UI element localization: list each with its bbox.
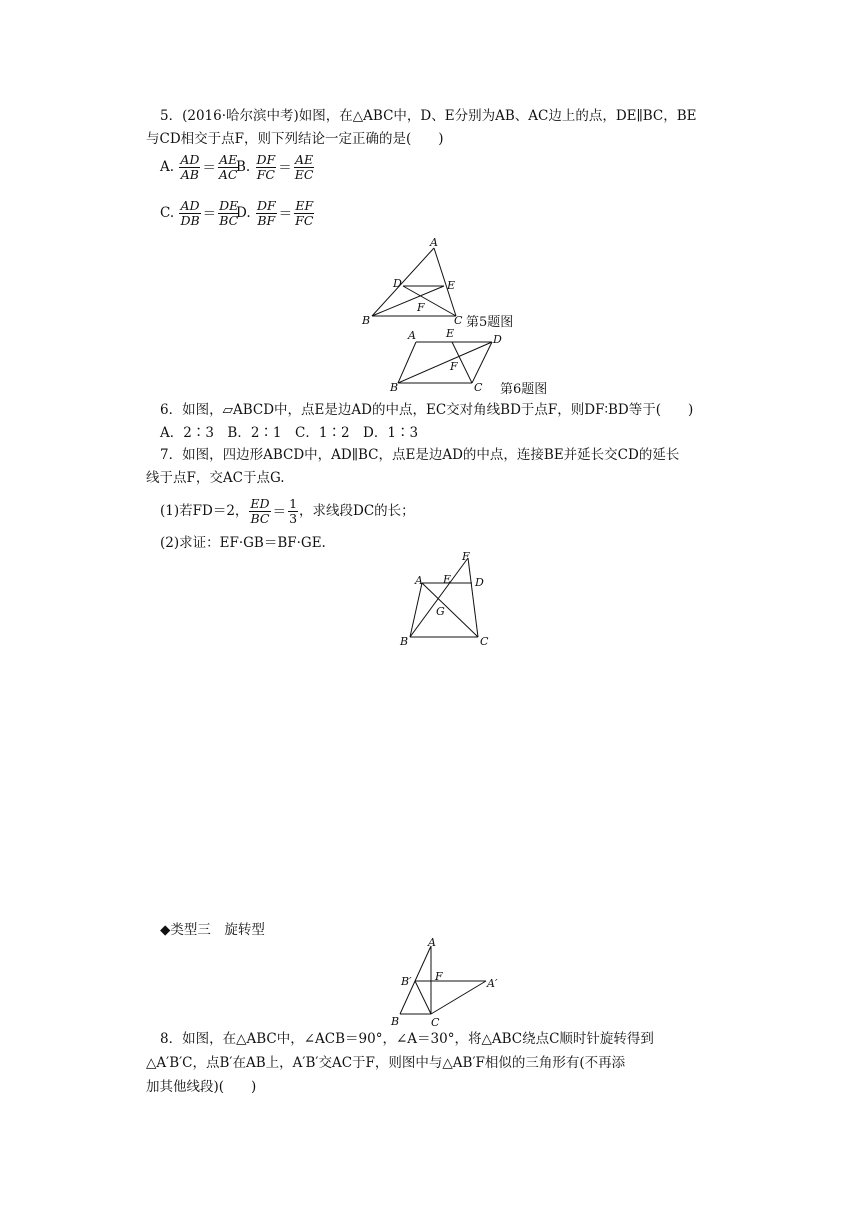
q7-text-line1: 7．如图，四边形ABCD中，AD∥BC，点E是边AD的中点，连接BE并延长交CD的延长 [160,447,680,463]
q8-label-f: F [435,970,443,983]
q7-label-b: B [400,635,409,648]
q7-part2: (2)求证：EF·GB＝BF·GE. [160,535,326,551]
q6-figure [390,328,510,393]
q6-label-e: E [446,327,455,340]
q6-options[interactable]: A．2∶3 B．2∶1 C．1∶2 D．1∶3 [160,425,419,441]
q8-label-bprime: B′ [401,975,412,988]
q5-segment-be [372,286,444,316]
q5-option-a[interactable]: A. $\frac{AD}{AB}$ ＝ $\frac{AE}{AC}$ [160,152,238,182]
q7-label-a: A [415,574,423,587]
q8-segment-cap [431,981,486,1014]
q7-label-e: E [443,573,452,586]
q5-caption: 第5题图 [466,315,514,330]
q5-label-f: F [417,301,425,314]
section-title-rotation-type: ◆类型三 旋转型 [160,922,265,938]
q6-label-c: C [474,381,483,394]
q5-segment-ab [372,248,434,316]
q8-text-line2: △A′B′C，点B′在AB上，A′B′交AC于F，则图中与△AB′F相似的三角形有(不再添 [146,1055,626,1071]
q5-figure [360,236,470,331]
q8-figure [385,935,505,1030]
q8-segment-bpc [415,981,431,1014]
q5-label-c: C [454,314,463,327]
q8-text-line1: 8．如图，在△ABC中，∠ACB＝90°，∠A＝30°，将△ABC绕点C顺时针旋转得到 [160,1031,654,1047]
q6-text-line1: 6．如图，▱ABCD中，点E是边AD的中点，EC交对角线BD于点F，则DF∶BD等于( ) [160,402,694,418]
q6-label-b: B [390,381,399,394]
q5-text-line1: 5．(2016·哈尔滨中考)如图，在△ABC中，D、E分别为AB、AC边上的点，DE∥BC，BE [160,108,697,124]
q7-label-c: C [480,635,489,648]
q7-segment-cf [468,558,478,637]
q5-option-c[interactable]: C. $\frac{AD}{DB}$ ＝ $\frac{DE}{BC}$ [160,198,239,228]
q8-text-line3: 加其他线段)( ) [146,1079,257,1095]
q5-label-b: B [362,314,371,327]
q5-text-line2: 与CD相交于点F，则下列结论一定正确的是( ) [146,131,444,147]
q7-text-line2: 线于点F，交AC于点G. [146,470,285,486]
q5-option-b[interactable]: B. $\frac{DF}{FC}$ ＝ $\frac{AE}{EC}$ [236,152,314,182]
q8-label-a: A [428,936,436,949]
q6-label-a: A [408,329,416,342]
q6-segment-dc [472,342,492,383]
q5-label-d: D [393,277,402,290]
q8-label-b: B [391,1015,400,1028]
q7-figure [396,550,496,650]
q7-label-d: D [475,576,484,589]
q5-label-a: A [430,236,438,249]
q6-segment-bd [398,342,492,383]
q5-option-d[interactable]: D. $\frac{DF}{BF}$ ＝ $\frac{EF}{FC}$ [236,198,314,228]
q7-part1: (1)若FD＝2， $\frac{ED}{BC}$ ＝ $\frac{1}{3}$ ，求线段DC的长； [160,496,415,526]
q6-label-d: D [493,333,502,346]
q8-label-c: C [431,1016,440,1029]
q6-label-f: F [450,360,458,373]
q6-caption: 第6题图 [500,382,548,397]
q8-label-aprime: A′ [487,977,498,990]
q7-label-f: F [462,550,470,563]
q7-label-g: G [436,605,445,618]
q5-label-e: E [447,279,456,292]
